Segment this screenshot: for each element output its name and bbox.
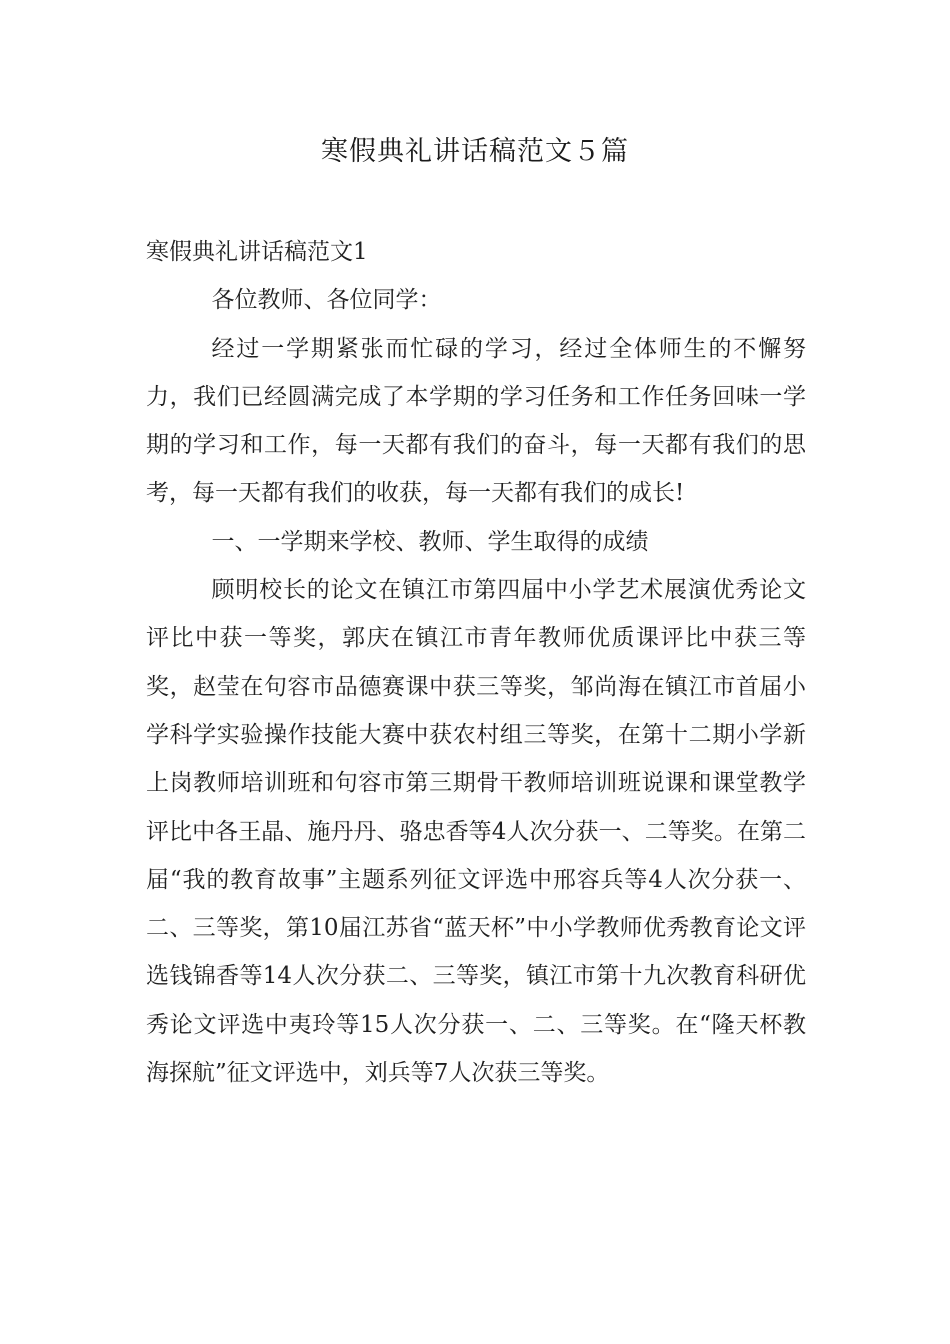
section-heading: 寒假典礼讲话稿范文1 — [146, 239, 368, 265]
subheading-paragraph: 一、一学期来学校、教师、学生取得的成绩 — [211, 528, 649, 555]
achievements-paragraph: 顾明校长的论文在镇江市第四届中小学艺术展演优秀论文评比中获一等奖，郭庆在镇江市青年教师优质课评比中获三等奖，赵莹在句容市品德赛课中获三等奖，邹尚海在镇江市首届小学科学实验操作技能大赛中获农村组三等奖，在第十二期小学新上岗教师培训班和句容市第三期骨干教师培训班说课和课堂教学评比中各王晶、施丹丹、骆忠香等4人次分获一、二等奖。在第二届“我的教育故事”主题系列征文评选中邢容兵等4人次分获一、二、三等奖，第10届江苏省“蓝天杯”中小学教师优秀教育论文评选钱锦香等14人次分获二、三等奖，镇江市第十九次教育科研优秀论文评选中夷玲等15人次分获一、二、三等奖。在“隆天杯教海探航”征文评选中，刘兵等7人次获三等奖。 — [146, 577, 806, 1087]
intro-paragraph: 经过一学期紧张而忙碌的学习，经过全体师生的不懈努力，我们已经圆满完成了本学期的学习任务和工作任务回味一学期的学习和工作，每一天都有我们的奋斗，每一天都有我们的思考，每一天都有我们的收获，每一天都有我们的成长! — [146, 335, 806, 507]
salutation-paragraph: 各位教师、各位同学： — [211, 287, 442, 314]
document-body — [146, 228, 806, 1097]
document-title: 寒假典礼讲话稿范文５篇 — [321, 136, 629, 167]
